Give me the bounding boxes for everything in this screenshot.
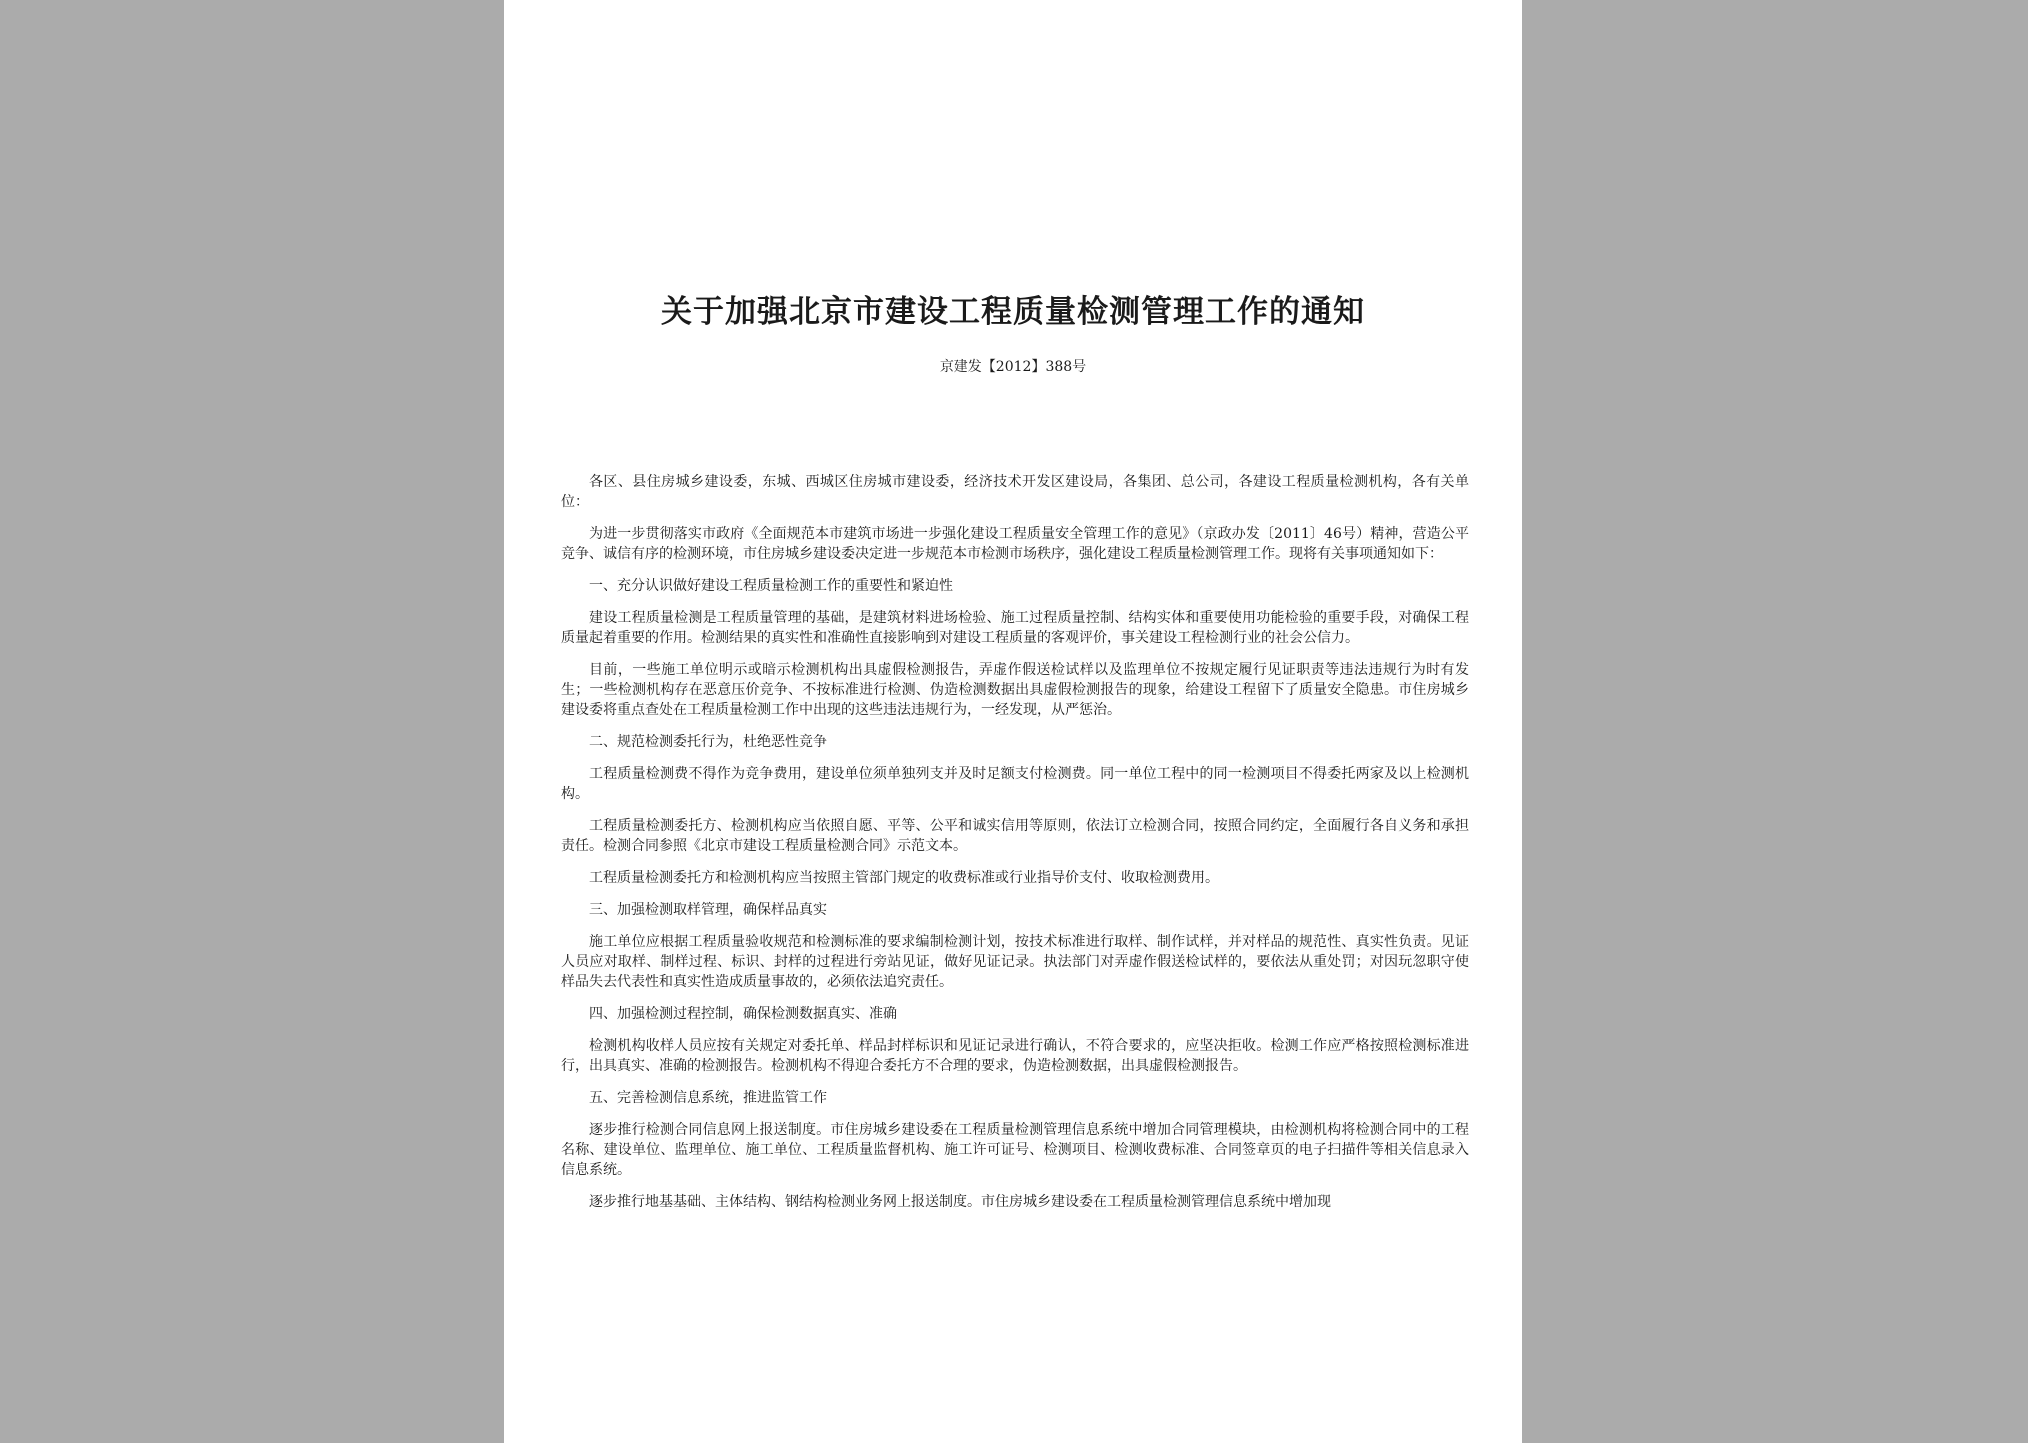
addressee-paragraph: 各区、县住房城乡建设委，东城、西城区住房城市建设委，经济技术开发区建设局，各集团、总公司，各建设工程质量检测机构，各有关单位：	[561, 474, 1469, 510]
section-3-paragraph-1: 施工单位应根据工程质量验收规范和检测标准的要求编制检测计划，按技术标准进行取样、制作试样，并对样品的规范性、真实性负责。见证人员应对取样、制样过程、标识、封样的过程进行旁站见证，做好见证记录。执法部门对弄虚作假送检试样的，要依法从重处罚；对因玩忽职守使样品失去代表性和真实性造成质量事故的，必须依法追究责任。	[561, 934, 1469, 990]
document-body	[561, 472, 1469, 1224]
section-1-heading: 一、充分认识做好建设工程质量检测工作的重要性和紧迫性	[589, 578, 953, 594]
section-4-paragraph-1: 检测机构收样人员应按有关规定对委托单、样品封样标识和见证记录进行确认，不符合要求的，应坚决拒收。检测工作应严格按照检测标准进行，出具真实、准确的检测报告。检测机构不得迎合委托方不合理的要求，伪造检测数据，出具虚假检测报告。	[561, 1038, 1469, 1074]
section-1-paragraph-1: 建设工程质量检测是工程质量管理的基础，是建筑材料进场检验、施工过程质量控制、结构实体和重要使用功能检验的重要手段，对确保工程质量起着重要的作用。检测结果的真实性和准确性直接影响到对建设工程质量的客观评价，事关建设工程检测行业的社会公信力。	[561, 610, 1469, 646]
section-2-paragraph-2: 工程质量检测委托方、检测机构应当依照自愿、平等、公平和诚实信用等原则，依法订立检测合同，按照合同约定，全面履行各自义务和承担责任。检测合同参照《北京市建设工程质量检测合同》示范文本。	[561, 818, 1469, 854]
section-5-paragraph-1: 逐步推行检测合同信息网上报送制度。市住房城乡建设委在工程质量检测管理信息系统中增加合同管理模块，由检测机构将检测合同中的工程名称、建设单位、监理单位、施工单位、工程质量监督机构、施工许可证号、检测项目、检测收费标准、合同签章页的电子扫描件等相关信息录入信息系统。	[561, 1122, 1469, 1178]
document-page	[504, 0, 1522, 1443]
section-4-heading: 四、加强检测过程控制，确保检测数据真实、准确	[589, 1006, 897, 1022]
section-5-heading: 五、完善检测信息系统，推进监管工作	[589, 1090, 827, 1106]
section-2-paragraph-1: 工程质量检测费不得作为竞争费用，建设单位须单独列支并及时足额支付检测费。同一单位工程中的同一检测项目不得委托两家及以上检测机构。	[561, 766, 1469, 802]
section-3-heading: 三、加强检测取样管理，确保样品真实	[589, 902, 827, 918]
section-2-paragraph-3: 工程质量检测委托方和检测机构应当按照主管部门规定的收费标准或行业指导价支付、收取检测费用。	[589, 870, 1219, 886]
document-title: 关于加强北京市建设工程质量检测管理工作的通知	[661, 294, 1365, 330]
section-2-heading: 二、规范检测委托行为，杜绝恶性竞争	[589, 734, 827, 750]
document-number: 京建发【2012】388号	[939, 359, 1087, 375]
intro-paragraph: 为进一步贯彻落实市政府《全面规范本市建筑市场进一步强化建设工程质量安全管理工作的意见》（京政办发〔2011〕46号）精神，营造公平竞争、诚信有序的检测环境，市住房城乡建设委决定进一步规范本市检测市场秩序，强化建设工程质量检测管理工作。现将有关事项通知如下：	[561, 526, 1469, 562]
section-5-paragraph-2: 逐步推行地基基础、主体结构、钢结构检测业务网上报送制度。市住房城乡建设委在工程质量检测管理信息系统中增加现	[589, 1194, 1331, 1210]
section-1-paragraph-2: 目前，一些施工单位明示或暗示检测机构出具虚假检测报告，弄虚作假送检试样以及监理单位不按规定履行见证职责等违法违规行为时有发生；一些检测机构存在恶意压价竞争、不按标准进行检测、伪造检测数据出具虚假检测报告的现象，给建设工程留下了质量安全隐患。市住房城乡建设委将重点查处在工程质量检测工作中出现的这些违法违规行为，一经发现，从严惩治。	[561, 662, 1469, 718]
